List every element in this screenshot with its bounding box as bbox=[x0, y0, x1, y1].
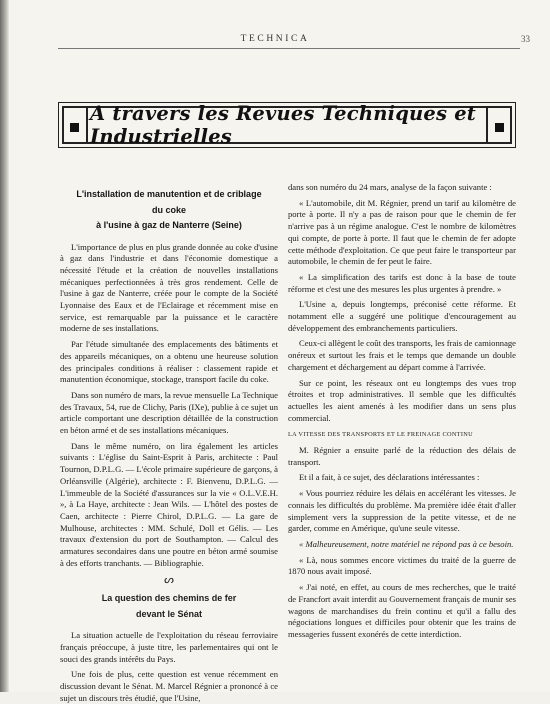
right-paragraph: M. Régnier a ensuite parlé de la réduction des délais de transport. bbox=[288, 445, 516, 467]
article2-paragraph: Une fois de plus, cette question est venue récemment en discussion devant le Sénat. M. Marcel Régnier a prononcé à ce sujet un discours très étudié, que l'Usine, bbox=[60, 669, 278, 703]
right-paragraph: Et il a fait, à ce sujet, des déclarations intéressantes : bbox=[299, 472, 480, 483]
banner-divider-left bbox=[86, 108, 88, 142]
article1-paragraph: L'importance de plus en plus grande donnée au coke d'usine à gaz dans l'industrie et dans l'économie domestique a nécessité l'étude et la création de nouvelles installations mécaniques perfectionnées à très gros rendement. Celle de l'usine à gaz de Nanterre, créée pour le compte de la Société Lyonnaise des Eaux et de l'Eclairage et récemment mise en service, est remarquable par la puissance et le caractère moderne de ses installations. bbox=[60, 241, 278, 334]
right-paragraph: « Là, nous sommes encore victimes du traité de la guerre de 1870 nous avait imposé. bbox=[288, 554, 516, 577]
page-binding-edge bbox=[0, 0, 9, 692]
left-column bbox=[60, 182, 278, 704]
header-rule bbox=[58, 48, 520, 49]
page-number: 33 bbox=[521, 34, 530, 44]
right-paragraph: « Malheureusement, notre matériel ne répond pas à ce besoin. bbox=[299, 538, 514, 549]
article1-paragraph: Dans son numéro de mars, la revue mensuelle La Technique des Travaux, 54, rue de Clichy, Paris (IXe), publie à ce sujet un article comportant une description détaillée de la construction en béton armé et de ses installations mécaniques. bbox=[60, 389, 278, 436]
section-banner bbox=[58, 102, 516, 148]
banner-divider-right bbox=[486, 108, 488, 142]
article2-paragraph: La situation actuelle de l'exploitation du réseau ferroviaire français préoccupe, à juste titre, les parlementaires qui ont le souci des grands intérêts du Pays. bbox=[60, 630, 278, 664]
article1-paragraph: Dans le même numéro, on lira également les articles suivants : L'église du Saint-Esprit à Paris, architecte : Paul Tournon, D.P.L.G. — L'école primaire supérieure de garçons, à Orléansville (Algérie), architecte : F. Bienvenu, D.P.L.G. — L'immeuble de la Société d'assurances sur la vie « O.L.V.E.H. », à La Haye, architecte : Jean Wils. — L'hôtel des postes de Caen, architecte : Pierre Chirol, D.P.L.G. — La gare de Mulhouse, architectes : MM. Schulé, Doll et Gélis. — Les travaux d'extension du port de Southampton. — Calcul des armatures secondaires dans une poutre en béton armé soumise à des efforts tranchants. — Bibliographie. bbox=[60, 440, 278, 568]
right-paragraph: Sur ce point, les réseaux ont eu longtemps des vues trop étroites et trop administratives. Il semble que les difficultés actuelles les aient amenés à les modifier dans un sens plus commercial. bbox=[288, 377, 516, 423]
right-paragraph: « Vous pourriez réduire les délais en accélérant les vitesses. Je connais les difficultés du problème. Ma première idée était d'aller simplement vers la suppression de la petite vitesse, et de ne garder, comme en Amérique, qu'une seule vitesse. bbox=[288, 488, 516, 534]
banner-square-right-icon bbox=[495, 123, 504, 132]
right-column bbox=[288, 182, 516, 641]
article1-paragraph: Par l'étude simultanée des emplacements des bâtiments et des appareils mécaniques, on a obtenu une heureuse solution des principales conditions à réaliser : classement rapide et manutention économique, stockage, transport facile du coke. bbox=[60, 339, 278, 385]
right-paragraph: « J'ai noté, en effet, au cours de mes recherches, que le traité de Francfort avait interdit au Gouvernement français de munir ses wagons de marchandises du frein continu et qu'il a fallu des négociations longues et difficiles pour obtenir que les trains de messageries fussent exonérés de cette interdiction. bbox=[288, 582, 516, 639]
article1-headline-line1: L'installation de manutention et de criblage bbox=[76, 189, 262, 199]
article1-headline-line3: à l'usine à gaz de Nanterre (Seine) bbox=[96, 220, 242, 230]
right-paragraph: « La simplification des tarifs est donc à la base de toute réforme et c'est une des mesures les plus urgentes à prendre. » bbox=[288, 271, 516, 294]
article2-headline bbox=[60, 591, 278, 622]
article2-headline-line1: La question des chemins de fer bbox=[101, 593, 237, 604]
banner-square-left-icon bbox=[70, 123, 79, 132]
section-ornament-icon: ᔕ bbox=[164, 574, 174, 587]
banner-inner-frame bbox=[62, 102, 512, 148]
article1-headline-line2: du coke bbox=[151, 204, 186, 215]
right-paragraph: dans son numéro du 24 mars, analyse de la façon suivante : bbox=[288, 182, 492, 192]
right-subheading: LA VITESSE DES TRANSPORTS ET LE FREINAGE CONTINU bbox=[288, 431, 473, 439]
right-paragraph: Ceux-ci allègent le coût des transports, les frais de camionnage onéreux et surtout les frais et le temps que demande un double chargement et déchargement au départ comme à l'arrivée. bbox=[288, 338, 516, 372]
article1-headline bbox=[60, 187, 278, 234]
running-header-title: TECHNICA bbox=[240, 34, 310, 44]
banner-title: A travers les Revues Techniques et Industrielles bbox=[90, 102, 477, 148]
right-paragraph: L'Usine a, depuis longtemps, préconisé cette réforme. Et notamment elle a suggéré une politique d'encouragement au développement des embranchements particuliers. bbox=[288, 299, 516, 333]
right-paragraph: « L'automobile, dit M. Régnier, prend un tarif au kilomètre de porte à porte. Il n'y a pas de raison pour que le chemin de fer n'arrive pas à un régime analogue. C'est le nombre de kilomètres qui compte, de porte à porte. Il faut que le chemin de fer adopte cette méthode d'exploitation. Ce que peut faire le transporteur par automobile, le chemin de fer peut le faire. bbox=[288, 197, 516, 267]
article2-headline-line2: devant le Sénat bbox=[135, 608, 203, 619]
